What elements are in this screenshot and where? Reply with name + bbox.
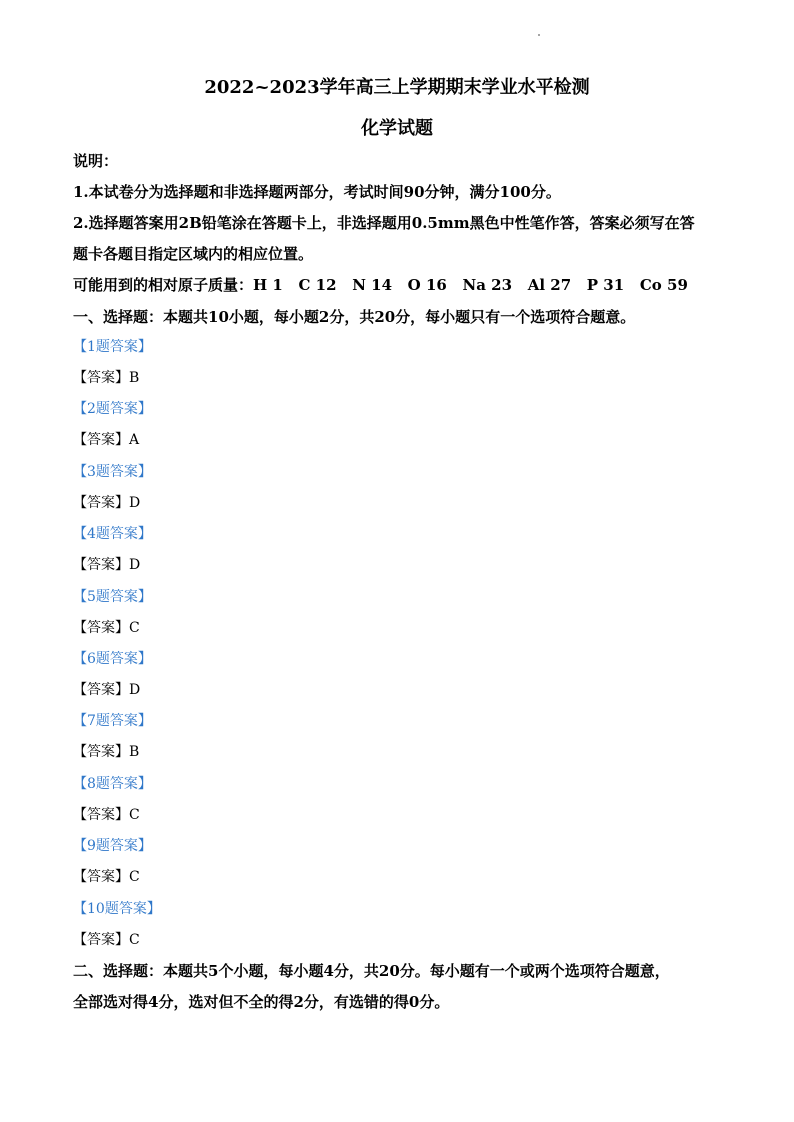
answer-item-2	[73, 399, 733, 461]
answer-value: 【答案】D	[73, 494, 141, 511]
question-label: 【6题答案】	[73, 650, 152, 667]
answer-item-5	[73, 587, 733, 649]
exam-subtitle: 化学试题	[361, 118, 433, 139]
answer-list	[73, 337, 733, 961]
answer-item-6	[73, 649, 733, 711]
answer-item-10	[73, 899, 733, 961]
question-label: 【4题答案】	[73, 526, 152, 543]
answer-value: 【答案】D	[73, 557, 141, 574]
section-2-heading-line-1: 二、选择题：本题共5个小题，每小题4分，共20分。每小题有一个或两个选项符合题意，	[73, 962, 670, 980]
instruction-item-2-line-2: 题卡各题目指定区域内的相应位置。	[73, 245, 314, 263]
answer-item-8	[73, 774, 733, 836]
answer-item-4	[73, 524, 733, 586]
question-label: 【1题答案】	[73, 339, 152, 355]
answer-value: 【答案】B	[73, 370, 140, 386]
question-label: 【9题答案】	[73, 838, 152, 855]
atomic-masses: 可能用到的相对原子质量：H 1 C 12 N 14 O 16 Na 23 Al 27 P 31 Co 59	[73, 276, 688, 294]
answer-value: 【答案】C	[73, 806, 140, 823]
question-label: 【3题答案】	[73, 463, 152, 480]
answer-value: 【答案】C	[73, 869, 140, 886]
answer-item-1	[73, 337, 733, 399]
answer-item-9	[73, 836, 733, 898]
question-label: 【8题答案】	[73, 775, 152, 792]
answer-item-7	[73, 711, 733, 773]
question-label: 【2题答案】	[73, 401, 152, 418]
answer-value: 【答案】A	[73, 432, 140, 449]
question-label: 【10题答案】	[73, 900, 161, 917]
instruction-item-1: 1.本试卷分为选择题和非选择题两部分，考试时间90分钟，满分100分。	[73, 183, 561, 201]
scan-speck	[538, 34, 540, 36]
answer-value: 【答案】B	[73, 744, 140, 761]
question-label: 【7题答案】	[73, 713, 152, 730]
section-1-heading: 一、选择题：本题共10小题，每小题2分，共20分，每小题只有一个选项符合题意。	[73, 308, 636, 326]
instructions-heading: 说明：	[73, 152, 119, 170]
instruction-item-2-line-1: 2.选择题答案用2B铅笔涂在答题卡上，非选择题用0.5mm黑色中性笔作答，答案必须写在答	[73, 214, 695, 232]
answer-value: 【答案】C	[73, 931, 140, 948]
exam-title: 2022~2023学年高三上学期期末学业水平检测	[204, 77, 590, 98]
section-2-heading-line-2: 全部选对得4分，选对但不全的得2分，有选错的得0分。	[73, 993, 450, 1011]
answer-item-3	[73, 462, 733, 524]
answer-value: 【答案】C	[73, 619, 140, 636]
question-label: 【5题答案】	[73, 588, 152, 605]
answer-value: 【答案】D	[73, 681, 141, 698]
